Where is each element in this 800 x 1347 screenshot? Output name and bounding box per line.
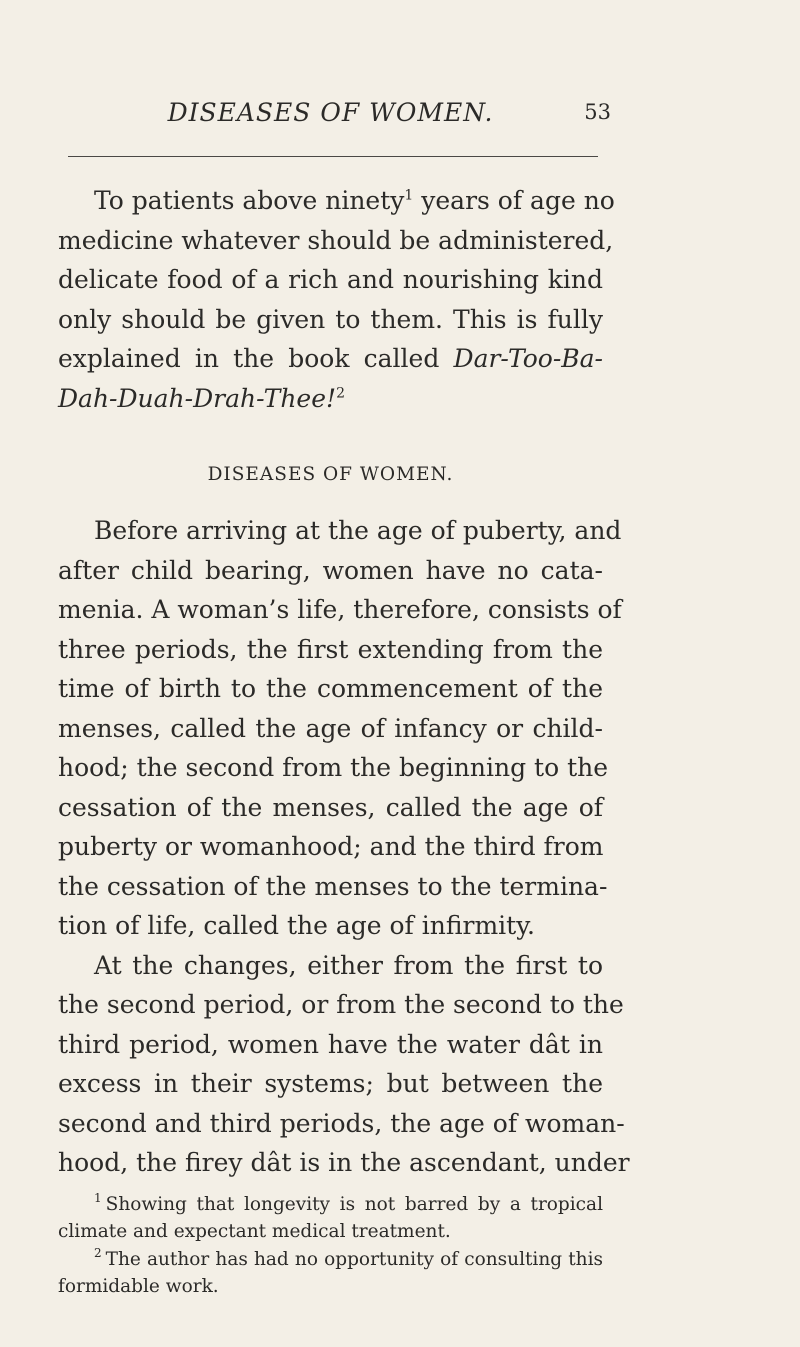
text-line: three periods, the first extending from the [58,634,603,664]
footnote-line: formidable work. [58,1276,219,1297]
footnote-marker: 1 [94,1191,102,1206]
footnote-line [58,1191,603,1219]
page-number: 53 [584,100,611,124]
text-line: delicate food of a rich and nourishing kind [58,265,603,294]
text-line: At the changes, either from the first to [94,950,603,980]
text-fragment: The author has had no opportunity of consulting this [105,1248,603,1270]
text-line: cessation of the menses, called the age of [58,792,603,822]
footnote-line [58,1246,603,1274]
section-heading: DISEASES OF WOMEN. [207,464,454,485]
text-line: puberty or womanhood; and the third from [58,832,604,861]
footnote-1 [58,1191,603,1246]
header-rule [68,156,598,157]
running-head [58,98,611,138]
text-line: the second period, or from the second to the [58,990,624,1019]
text-line: hood; the second from the beginning to the [58,753,609,782]
text-fragment: Showing that longevity is not barred by a tropical [105,1193,603,1215]
footnote-ref-1: 1 [404,187,414,204]
text-line [58,339,603,379]
text-line: after child bearing, women have no cata- [58,555,603,585]
text-line: third period, women have the water dât in [58,1029,603,1059]
section-paragraph-1 [58,511,622,946]
footnote-ref-2: 2 [336,385,345,402]
footnote-marker: 2 [94,1246,102,1261]
text-fragment: years of age no [413,186,615,215]
text-line: hood, the firey dât is in the ascendant, under [58,1148,630,1177]
text-line: the cessation of the menses to the termina- [58,871,608,901]
text-line: menses, called the age of infancy or child- [58,713,603,743]
text-line: time of birth to the commencement of the [58,674,603,703]
text-fragment: explained in the book called [58,344,440,373]
text-line [58,181,615,221]
book-title-part2: Dah-Duah-Drah-Thee! [58,383,337,413]
footnote-2 [58,1246,603,1301]
section-paragraph-2 [58,946,630,1183]
footnote-line: climate and expectant medical treatment. [58,1221,451,1242]
footnotes [58,1191,603,1301]
text-line: second and third periods, the age of woman- [58,1108,625,1138]
book-title-part1: Dar-Too-Ba- [453,344,603,373]
running-title: DISEASES OF WOMEN. [167,98,494,127]
intro-paragraph [58,181,615,418]
text-fragment: To patients above ninety [94,186,405,215]
text-line: excess in their systems; but between the [58,1069,603,1098]
text-line: only should be given to them. This is fully [58,304,603,334]
text-line: menia. A woman’s life, therefore, consists of [58,595,622,624]
page-body [58,181,630,1301]
text-line: medicine whatever should be administered, [58,225,614,255]
text-line: tion of life, called the age of infirmity. [58,911,535,940]
text-line: Before arriving at the age of puberty, and [94,516,622,545]
text-line [58,379,603,419]
